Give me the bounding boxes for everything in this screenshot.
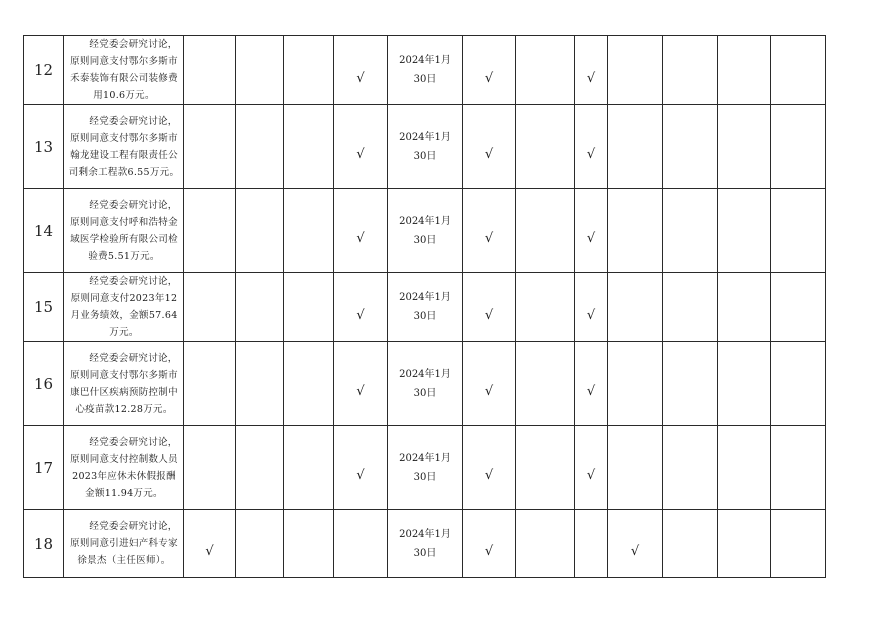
- check-cell: [284, 342, 334, 426]
- decision-date: 2024年1月 30日: [388, 189, 463, 273]
- check-cell: [463, 426, 516, 510]
- check-cell: [575, 105, 608, 189]
- check-cell: [334, 426, 388, 510]
- check-cell: [575, 189, 608, 273]
- check-mark: √: [586, 307, 596, 323]
- check-cell: [463, 105, 516, 189]
- check-cell: [516, 426, 575, 510]
- check-mark: √: [586, 231, 596, 246]
- matter-description: 经党委会研究讨论，原则同意支付鄂尔多斯市康巴什区疾病预防控制中心疫苗款12.28万元。: [64, 342, 184, 426]
- check-cell: [718, 342, 771, 426]
- check-cell: [284, 273, 334, 342]
- check-cell: [184, 36, 236, 105]
- matter-description: 经党委会研究讨论，原则同意支付2023年12月业务绩效，金额57.64万元。: [64, 273, 184, 342]
- table-row: [24, 342, 826, 426]
- check-cell: [334, 36, 388, 105]
- check-cell: [236, 342, 284, 426]
- decision-date: 2024年1月 30日: [388, 36, 463, 105]
- check-mark: √: [356, 307, 365, 323]
- check-cell: [516, 36, 575, 105]
- check-cell: [608, 105, 663, 189]
- row-number: 16: [24, 342, 64, 426]
- check-cell: [463, 273, 516, 342]
- check-cell: [236, 105, 284, 189]
- check-cell: [718, 105, 771, 189]
- check-cell: [516, 342, 575, 426]
- check-mark: √: [586, 70, 596, 86]
- check-cell: [184, 426, 236, 510]
- check-cell: [771, 105, 826, 189]
- check-cell: [463, 342, 516, 426]
- matter-description: 经党委会研究讨论，原则同意支付控制数人员2023年应休未休假报酬金额11.94万元。: [64, 426, 184, 510]
- check-cell: [771, 510, 826, 578]
- check-cell: [236, 273, 284, 342]
- check-cell: [575, 36, 608, 105]
- matter-description: 经党委会研究讨论，原则同意支付呼和浩特金域医学检验所有限公司检验费5.51万元。: [64, 189, 184, 273]
- check-cell: [236, 426, 284, 510]
- check-mark: √: [484, 70, 494, 86]
- table-row: [24, 189, 826, 273]
- check-cell: [575, 510, 608, 578]
- decision-date: 2024年1月 30日: [388, 342, 463, 426]
- check-cell: [236, 189, 284, 273]
- check-cell: [663, 189, 718, 273]
- row-number: 18: [24, 510, 64, 578]
- table-row: [24, 105, 826, 189]
- table-body: [24, 36, 826, 578]
- check-mark: √: [586, 147, 596, 162]
- check-mark: √: [356, 231, 365, 246]
- check-mark: √: [356, 384, 365, 399]
- check-cell: [463, 36, 516, 105]
- check-mark: √: [205, 544, 214, 559]
- table-row: [24, 426, 826, 510]
- check-cell: [284, 36, 334, 105]
- check-mark: √: [484, 307, 494, 323]
- check-cell: [236, 510, 284, 578]
- check-cell: [663, 273, 718, 342]
- check-cell: [718, 273, 771, 342]
- check-cell: [236, 36, 284, 105]
- check-cell: [718, 426, 771, 510]
- check-cell: [575, 426, 608, 510]
- table-row: [24, 510, 826, 578]
- check-cell: [516, 273, 575, 342]
- row-number: 12: [24, 36, 64, 105]
- check-cell: [334, 342, 388, 426]
- check-cell: [184, 342, 236, 426]
- row-number: 14: [24, 189, 64, 273]
- row-number: 13: [24, 105, 64, 189]
- check-cell: [184, 105, 236, 189]
- decision-date: 2024年1月 30日: [388, 273, 463, 342]
- check-cell: [284, 510, 334, 578]
- check-mark: √: [630, 544, 640, 559]
- check-cell: [334, 189, 388, 273]
- decision-date: 2024年1月 30日: [388, 426, 463, 510]
- check-cell: [663, 105, 718, 189]
- check-mark: √: [586, 384, 596, 399]
- check-cell: [516, 189, 575, 273]
- matter-description: 经党委会研究讨论，原则同意引进妇产科专家徐景杰（主任医师）。: [64, 510, 184, 578]
- check-mark: √: [356, 468, 365, 483]
- check-cell: [575, 273, 608, 342]
- check-cell: [718, 510, 771, 578]
- check-cell: [771, 342, 826, 426]
- decision-record-table: [23, 35, 826, 578]
- check-cell: [334, 105, 388, 189]
- check-mark: √: [484, 468, 494, 483]
- row-number: 15: [24, 273, 64, 342]
- check-cell: [184, 189, 236, 273]
- check-cell: [284, 105, 334, 189]
- check-mark: √: [586, 468, 596, 483]
- check-mark: √: [484, 544, 494, 559]
- decision-date: 2024年1月 30日: [388, 105, 463, 189]
- matter-description: 经党委会研究讨论，原则同意支付鄂尔多斯市禾泰装饰有限公司装修费用10.6万元。: [64, 36, 184, 105]
- check-cell: [608, 510, 663, 578]
- check-cell: [608, 36, 663, 105]
- check-cell: [663, 36, 718, 105]
- check-cell: [608, 189, 663, 273]
- check-mark: √: [484, 384, 494, 399]
- check-cell: [334, 510, 388, 578]
- check-cell: [608, 426, 663, 510]
- check-mark: √: [484, 147, 494, 162]
- check-cell: [184, 510, 236, 578]
- table-row: [24, 273, 826, 342]
- check-cell: [771, 36, 826, 105]
- check-mark: √: [484, 231, 494, 246]
- check-cell: [771, 426, 826, 510]
- check-cell: [575, 342, 608, 426]
- check-cell: [663, 510, 718, 578]
- check-cell: [718, 36, 771, 105]
- check-cell: [284, 189, 334, 273]
- check-cell: [608, 342, 663, 426]
- check-cell: [608, 273, 663, 342]
- check-cell: [771, 273, 826, 342]
- decision-date: 2024年1月 30日: [388, 510, 463, 578]
- check-cell: [663, 342, 718, 426]
- check-cell: [663, 426, 718, 510]
- check-cell: [334, 273, 388, 342]
- check-cell: [184, 273, 236, 342]
- check-mark: √: [356, 70, 365, 86]
- check-cell: [463, 189, 516, 273]
- check-cell: [463, 510, 516, 578]
- check-cell: [718, 189, 771, 273]
- matter-description: 经党委会研究讨论，原则同意支付鄂尔多斯市翰龙建设工程有限责任公司剩余工程款6.55万元。: [64, 105, 184, 189]
- check-cell: [516, 510, 575, 578]
- row-number: 17: [24, 426, 64, 510]
- check-cell: [284, 426, 334, 510]
- decision-record-sheet: [23, 35, 826, 578]
- check-mark: √: [356, 147, 365, 162]
- check-cell: [516, 105, 575, 189]
- check-cell: [771, 189, 826, 273]
- table-row: [24, 36, 826, 105]
